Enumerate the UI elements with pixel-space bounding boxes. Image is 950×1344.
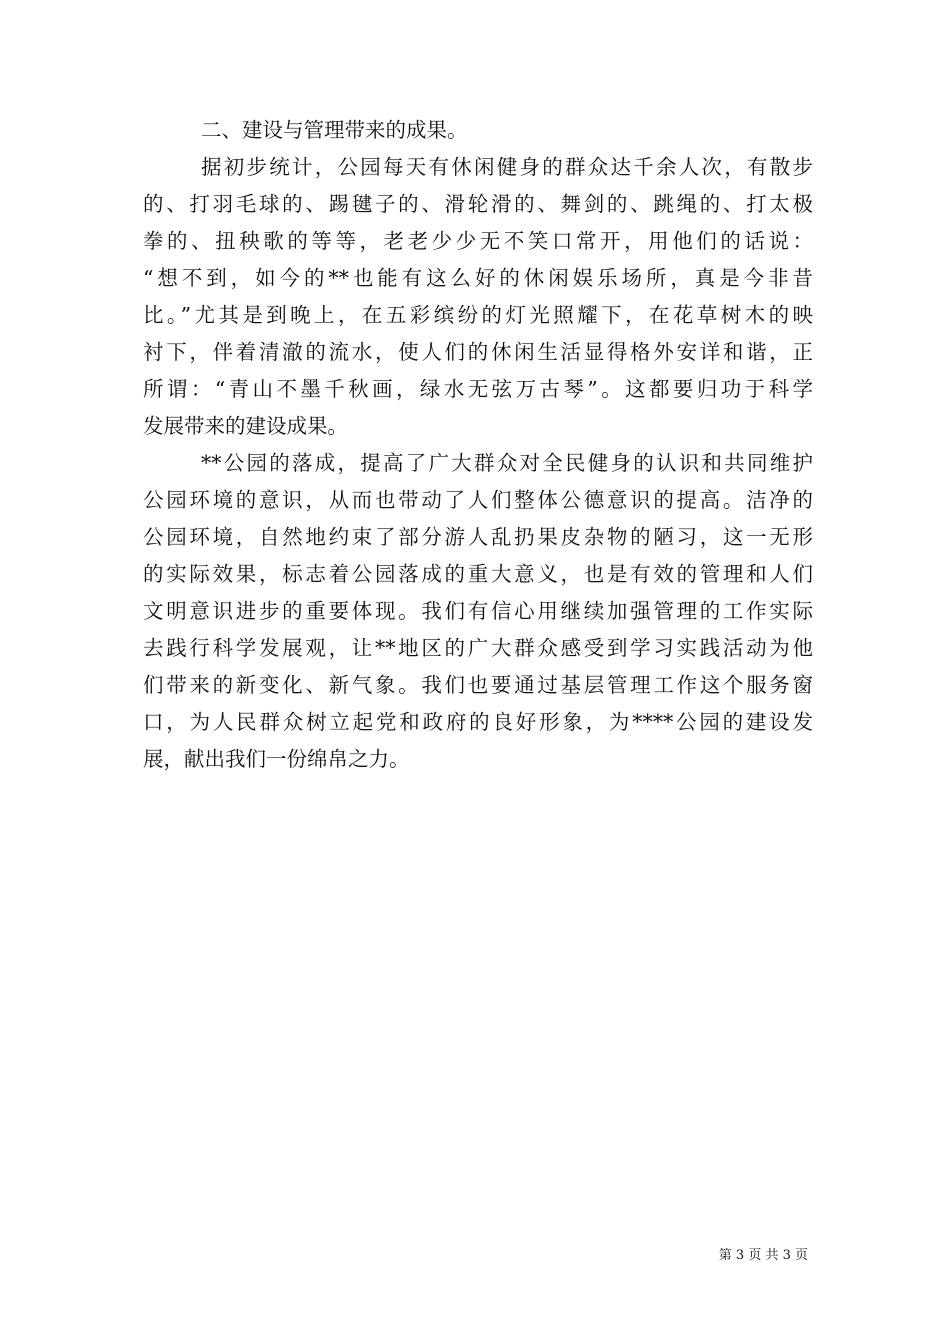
paragraph-line: 衬下，伴着清澈的流水，使人们的休闲生活显得格外安详和谐，正 bbox=[143, 340, 813, 364]
paragraph-line: 展，献出我们一份绵帛之力。 bbox=[143, 747, 410, 771]
paragraph-park-significance bbox=[143, 445, 813, 778]
paragraph-line: 文明意识进步的重要体现。我们有信心用继续加强管理的工作实际 bbox=[143, 599, 813, 623]
paragraph-line: 的实际效果，标志着公园落成的重大意义，也是有效的管理和人们 bbox=[143, 562, 813, 586]
paragraph-line: 发展带来的建设成果。 bbox=[143, 414, 348, 438]
paragraph-line: “想不到，如今的**也能有这么好的休闲娱乐场所，真是今非昔 bbox=[143, 266, 813, 290]
paragraph-line: 公园环境，自然地约束了部分游人乱扔果皮杂物的陋习，这一无形 bbox=[143, 525, 813, 549]
paragraph-line: 据初步统计，公园每天有休闲健身的群众达千余人次，有散步 bbox=[201, 155, 813, 179]
paragraph-line: 们带来的新变化、新气象。我们也要通过基层管理工作这个服务窗 bbox=[143, 673, 813, 697]
section-heading: 二、建设与管理带来的成果。 bbox=[201, 118, 468, 142]
paragraph-line: 的、打羽毛球的、踢毽子的、滑轮滑的、舞剑的、跳绳的、打太极 bbox=[143, 192, 813, 216]
paragraph-line: 比。”尤其是到晚上，在五彩缤纷的灯光照耀下，在花草树木的映 bbox=[143, 303, 813, 327]
paragraph-line: **公园的落成，提高了广大群众对全民健身的认识和共同维护 bbox=[201, 451, 813, 475]
paragraph-line: 拳的、扭秧歌的等等，老老少少无不笑口常开，用他们的话说： bbox=[143, 229, 813, 253]
page-number-footer: 第 3 页 共 3 页 bbox=[718, 1248, 808, 1263]
document-body bbox=[143, 112, 813, 778]
paragraph-line: 去践行科学发展观，让**地区的广大群众感受到学习实践活动为他 bbox=[143, 636, 813, 660]
paragraph-line: 所谓：“青山不墨千秋画，绿水无弦万古琴”。这都要归功于科学 bbox=[143, 377, 813, 401]
paragraph-statistics bbox=[143, 149, 813, 445]
paragraph-line: 公园环境的意识，从而也带动了人们整体公德意识的提高。洁净的 bbox=[143, 488, 813, 512]
paragraph-line: 口，为人民群众树立起党和政府的良好形象，为****公园的建设发 bbox=[143, 710, 813, 734]
